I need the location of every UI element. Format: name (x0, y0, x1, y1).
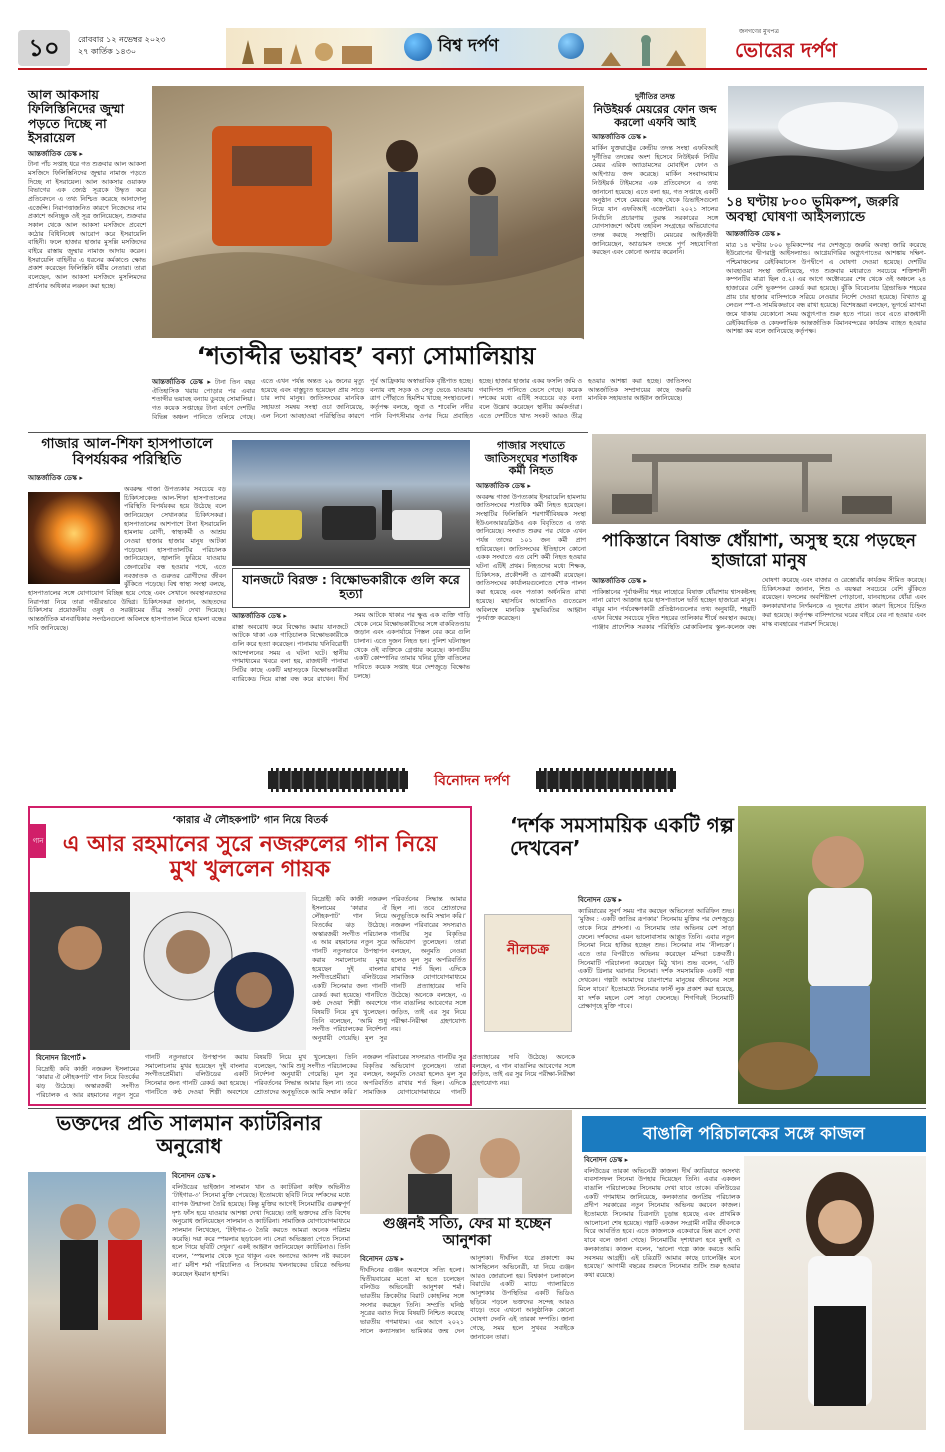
traffic-headline-box (232, 568, 470, 608)
date-line-1: রোববার ১২ নভেম্বর ২০২৩ (78, 35, 166, 44)
article-dept: বিনোদন ডেস্ক ▸ (584, 1156, 629, 1164)
article-headline: ১৪ ঘণ্টায় ৮০০ ভূমিকম্প, জরুরি অবস্থা ঘোষণা আইসল্যান্ডে (726, 195, 899, 225)
film-strip-left (268, 768, 408, 792)
article-body: মাত্র ১৪ ঘণ্টায় ৮০০ ভূমিকম্পের পর দেশজুড়ে জরুরি অবস্থা জারি করেছে ইউরোপের দ্বীপরাষ্ট্র আইসল্যান্ড। আগ্নেয়গিরির অগ্ন্যুৎপাতের আশঙ্কায় দক্ষিণ-পশ্চিমাঞ্চলের রেইকিয়ানেস উপদ্বীপে এ ঘোষণা দেওয়া হয়েছে। দেশটির আবহাওয়া সংস্থা জানিয়েছে, গত শুক্রবার মধ্যরাতে সবচেয়ে শক্তিশালী কম্পনটির মাত্রা ছিল ৫.২। এর আগে অক্টোবরের শেষ থেকে ওই অঞ্চলে ২৪ হাজারের বেশি ভূকম্পন রেকর্ড করা হয়েছে। ঝুঁকি বিবেচনায় গ্রিন্ডাভিক শহরের প্রায় চার হাজার বাসিন্দাকে সরিয়ে নেওয়ার নির্দেশ দেওয়া হয়েছে। বিখ্যাত ব্লু লেগুন স্পা-ও সাময়িকভাবে বন্ধ রাখা হয়েছে। বিশেষজ্ঞরা বলছেন, ভূগর্ভে ম্যাগমা জমে থাকায় যেকোনো সময় অগ্ন্যুৎপাত শুরু হতে পারে। তবে এতে রাজধানী রেইকিয়াভিক ও কেফলাভিক আন্তর্জাতিক বিমানবন্দরের কার্যক্রম ব্যাহত হওয়ার আশঙ্কা কম বলে জানিয়েছে কর্তৃপক্ষ। (726, 241, 926, 336)
article-body: পাকিস্তানের পূর্বাঞ্চলীয় শহর লাহোরে বিষাক্ত ধোঁয়াশায় শ্বাসকষ্টসহ নানা রোগে আক্রান্ত হয়ে হাসপাতালে ভর্তি হচ্ছেন হাজারো মানুষ। বায়ুর মান পর্যবেক্ষণকারী প্রতিষ্ঠানগুলোর তথ্য অনুযায়ী, শহরটি এখন বিশ্বের সবচেয়ে দূষিত শহরের তালিকার শীর্ষে অবস্থান করছে। পাঞ্জাব প্রাদেশিক সরকার পরিস্থিতি মোকাবিলায় স্কুল-কলেজ বন্ধ ঘোষণা করেছে এবং বাজার ও রেস্তোরাঁর কার্যক্রম সীমিত করেছে। চিকিৎসকরা জানান, শিশু ও বয়স্করা সবচেয়ে বেশি ঝুঁকিতে রয়েছেন। ফসলের অবশিষ্টাংশ পোড়ানো, যানবাহনের ধোঁয়া এবং কলকারখানার নির্গমনকে এ দূষণের প্রধান কারণ হিসেবে চিহ্নিত করা হয়েছে। কর্তৃপক্ষ বাসিন্দাদের ঘরের বাইরে বের না হওয়ার এবং মাস্ক ব্যবহারের পরামর্শ দিয়েছে। (592, 577, 926, 631)
film-strip-right (536, 768, 676, 792)
article-dept: বিনোদন ডেস্ক ▸ (578, 896, 623, 904)
article-headline: যানজটে বিরক্ত : বিক্ষোভকারীকে গুলি করে হত্যা (242, 572, 460, 602)
article-body: অবরুদ্ধ গাজা উপত্যকার সবচেয়ে বড় চিকিৎসাকেন্দ্র আল-শিফা হাসপাতালের পরিস্থিতি বিপর্যয়কর হয়ে উঠেছে বলে জানিয়েছেন সেখানকার চিকিৎসকরা। হাসপাতালের আশপাশে টানা ইসরায়েলি হামলায় রোগী, স্বাস্থ্যকর্মী ও আশ্রয় নেওয়া হাজার হাজার মানুষ আটকা পড়েছেন। হাসপাতালটির পরিচালক জানিয়েছেন, জ্বালানি ফুরিয়ে যাওয়ায় জেনারেটর বন্ধ হওয়ার পথে, এতে নবজাতক ও গুরুতর রোগীদের জীবন ঝুঁকিতে পড়েছে। বিশ্ব স্বাস্থ্য সংস্থা বলছে, হাসপাতালের সঙ্গে যোগাযোগ বিচ্ছিন্ন হয়ে গেছে এবং সেখানে অবস্থানরতদের নিরাপত্তা নিয়ে তারা গভীরভাবে উদ্বিগ্ন। চিকিৎসকরা জানান, আহতদের চিকিৎসায় প্রয়োজনীয় ওষুধ ও সরঞ্জামের তীব্র সংকট দেখা দিয়েছে। আন্তর্জাতিক মানবাধিকার সংগঠনগুলো অবিলম্বে হাসপাতাল ঘিরে হামলা বন্ধের দাবি জানিয়েছে। (28, 485, 226, 632)
article-body: টানা তিন বছর ঐতিহাসিক খরায় পোড়ার পর এবার শতাব্দীর ভয়াবহ বন্যায় ডুবছে সোমালিয়া। গত কয়েক সপ্তাহের টানা বর্ষণে দেশটির বিভিন্ন অঞ্চল পানিতে তলিয়ে গেছে। এতে এখন পর্যন্ত অন্তত ২৯ জনের মৃত্যু হয়েছে এবং বাস্তুচ্যুত হয়েছেন প্রায় সাড়ে চার লাখ মানুষ। জাতিসংঘের মানবিক সহায়তা সমন্বয় সংস্থা ওচা জানিয়েছে, এল নিনো আবহাওয়া পরিস্থিতির কারণে পূর্ব আফ্রিকায় অস্বাভাবিক বৃষ্টিপাত হচ্ছে। বন্যায় বহু সড়ক ও সেতু ভেঙে যাওয়ায় ত্রাণ পৌঁছাতে হিমশিম খাচ্ছে সংস্থাগুলো। কর্তৃপক্ষ বলছে, জুবা ও শাবেলি নদীর পানি বিপৎসীমার ওপর দিয়ে প্রবাহিত হচ্ছে। হাজার হাজার একর ফসলি জমি ও গবাদিপশু পানিতে ভেসে গেছে। কয়েক দশকের মধ্যে এটিই সবচেয়ে বড় বন্যা বলে উল্লেখ করেছেন স্থানীয় কর্মকর্তারা। এতে দেশটিতে খাদ্য সংকট আরও তীব্র হওয়ার আশঙ্কা করা হচ্ছে। জাতিসংঘ আন্তর্জাতিক সম্প্রদায়ের কাছে জরুরি মানবিক সহায়তার আহ্বান জানিয়েছে। (152, 378, 691, 421)
article-body-continued: বিদ্রোহী কবি কাজী নজরুল ইসলামের ‘কারার ঐ লৌহকপাট’ গান নিয়ে বিতর্কের ঝড় উঠেছে। অস্কারজয়ী সংগীত পরিচালক এ আর রহমানের নতুন সুরে গানটি নতুনভাবে উপস্থাপন করায় সমালোচনায় মুখর হয়েছেন দুই বাংলার সংগীতপ্রেমীরা। বলিউডের একটি সিনেমার জন্য গানটি রেকর্ড করা হয়েছে। গানটিতে কণ্ঠ দেওয়া শিল্পী অবশেষে বিষয়টি নিয়ে মুখ খুলেছেন। তিনি বলেছেন, ‘আমি শুধু সংগীত পরিচালকের নির্দেশনা অনুযায়ী গেয়েছি। মূল সুর পরিবর্তনের সিদ্ধান্ত আমার ছিল না। তবে শ্রোতাদের অনুভূতিকে আমি সম্মান করি।’ নজরুল পরিবারের সদস্যরাও গানটির সুর বিকৃতির অভিযোগ তুলেছেন। তারা বলছেন, অনুমতি নেওয়া হলেও মূল সুর অপরিবর্তিত রাখার শর্ত ছিল। এদিকে সামাজিক যোগাযোগমাধ্যমে গানটি প্রত্যাহারের দাবি উঠেছে। অনেকে বলছেন, এ গান বাঙালির আবেগের সঙ্গে জড়িত, তাই এর সুর নিয়ে পরীক্ষা-নিরীক্ষা গ্রহণযোগ্য নয়। (312, 896, 466, 1042)
article-headline: গুঞ্জনই সত্যি, ফের মা হচ্ছেন আনুশকা (382, 1216, 552, 1249)
divider (28, 1108, 926, 1109)
article-pakistan (592, 524, 926, 758)
article-fbi (592, 92, 718, 422)
article-dept: আন্তর্জাতিক ডেস্ক ▸ (476, 481, 531, 490)
entertainment-banner (28, 762, 926, 800)
article-body: অবরুদ্ধ গাজা উপত্যকায় ইসরায়েলি হামলায় জাতিসংঘের শতাধিক কর্মী নিহত হয়েছেন। সংস্থাটির ফিলিস্তিনি শরণার্থীবিষয়ক সংস্থা ইউএনআরডব্লিউএ এক বিবৃতিতে এ তথ্য জানিয়েছে। সংঘাত শুরুর পর থেকে এখন পর্যন্ত তাদের ১০১ জন কর্মী প্রাণ হারিয়েছেন। জাতিসংঘের ইতিহাসে কোনো একক সংঘাতে এত বেশি কর্মী নিহত হওয়ার ঘটনা এটিই প্রথম। নিহতদের মধ্যে শিক্ষক, চিকিৎসক, প্রকৌশলী ও ত্রাণকর্মী রয়েছেন। জাতিসংঘের কার্যালয়গুলোতে শোক পালন করা হয়েছে এবং পতাকা অর্ধনমিত রাখা হয়েছে। মহাসচিব আন্তোনিও গুতেরেস অবিলম্বে মানবিক যুদ্ধবিরতির আহ্বান পুনর্ব্যক্ত করেছেন। (476, 493, 586, 623)
article-body-wrap (172, 1172, 350, 1432)
article-body-cont (312, 896, 466, 1048)
brand-tagline: জনগণের মুখপত্র (739, 28, 779, 35)
article-kajol (584, 1156, 740, 1432)
side-tag-text: গান (32, 837, 44, 845)
article-darshak (480, 806, 926, 1106)
article-shifa (28, 436, 226, 756)
article-body: দীর্ঘদিনের গুঞ্জন অবশেষে সত্যি হলো। দ্বিতীয়বারের মতো মা হতে চলেছেন বলিউড অভিনেত্রী আনুশকা শর্মা। ভারতীয় ক্রিকেটার বিরাট কোহলির সঙ্গে সংসার করছেন তিনি। সম্প্রতি ঘনিষ্ঠ সূত্রের বরাত দিয়ে বিষয়টি নিশ্চিত করেছে ভারতীয় গণমাধ্যম। এর আগে ২০২১ সালে কন্যাসন্তান ভামিকার জন্ম দেন আনুশকা। দীর্ঘদিন ধরে প্রকাশ্যে কম আসছিলেন অভিনেত্রী, যা নিয়ে গুঞ্জন আরও জোরালো হয়। বিশ্বকাপ চলাকালে বিরাটের একটি ম্যাচে গ্যালারিতে আনুশকার উপস্থিতির একটি ভিডিও ছড়িয়ে পড়লে ভক্তদের সন্দেহ আরও বাড়ে। তবে এখনো আনুষ্ঠানিক কোনো ঘোষণা দেননি এই তারকা দম্পতি। জানা গেছে, সময় হলে সুখবর সবাইকে জানাবেন তারা। (360, 1255, 574, 1341)
actor-photo (738, 806, 926, 1104)
side-tag (30, 824, 46, 858)
article-kicker: দুর্নীতির তদন্ত (635, 92, 675, 101)
article-headline: গাজার সংঘাতে জাতিসংঘের শতাধিক কর্মী নিহত (484, 439, 578, 478)
article-salman (28, 1112, 350, 1432)
article-dept: আন্তর্জাতিক ডেস্ক ▸ (232, 612, 287, 620)
article-dept: বিনোদন ডেস্ক ▸ (360, 1255, 405, 1264)
article-headline: এ আর রহমানের সুরে নজরুলের গান নিয়ে মুখ খুললেন গায়ক (62, 831, 438, 882)
kajol-headline-box (582, 1116, 926, 1152)
traffic-photo (232, 440, 470, 566)
article-body-wrap (36, 1054, 575, 1104)
landmark-icons (232, 38, 392, 64)
article-body: টানা পাঁচ সপ্তাহ ধরে গত শুক্রবার আল আকসা মসজিদে ফিলিস্তিনিদের জুম্মার নামাজ পড়তে দিচ্ছে না ইসরায়েল। আল আকসার ওয়াকফ বিভাগের এক জ্যেষ্ঠ সূত্রকে উদ্ধৃত করে প্রতিবেদনে এ তথ্য নিশ্চিত করেছে আনাদোলু এজেন্সি। নিরাপত্তাজনিত কারণে নিজেদের নাম প্রকাশে অনিচ্ছুক ওই সূত্র জানিয়েছেন, শুক্রবার সকাল থেকে আল আকসা মসজিদে প্রবেশে কঠোর বিধিনিষেধ আরোপ করে ইসরায়েলি বাহিনী। ফলে হাজার হাজার মুসল্লি মসজিদের বাইরে রাস্তায় জুম্মার নামাজ আদায় করেন। ইসরায়েলি বাহিনীর এ ধরনের কর্মকাণ্ডে ক্ষোভ প্রকাশ করেছেন ফিলিস্তিনি ধর্মীয় নেতারা। তারা বলেছেন, আল আকসা মসজিদে মুসলিমদের প্রার্থনার অধিকার লঙ্ঘন করা হচ্ছে। (28, 161, 146, 290)
article-headline: ভক্তদের প্রতি সালমান ক্যাটরিনার অনুরোধ (56, 1111, 322, 1158)
article-headline: পাকিস্তানে বিষাক্ত ধোঁয়াশা, অসুস্থ হয়ে পড়ছেন হাজারো মানুষ (602, 531, 916, 571)
article-body: বলিউডের তারকা অভিনেত্রী কাজল। দীর্ঘ ক্যারিয়ারে অসংখ্য ব্যবসাসফল সিনেমা উপহার দিয়েছেন তিনি। এবার একজন বাঙালি পরিচালকের সিনেমায় দেখা যাবে তাকে। বলিউডের একটি গণমাধ্যম জানিয়েছে, কলকাতার জনপ্রিয় পরিচালক প্রদীপ সরকারের নতুন সিনেমায় অভিনয় করবেন কাজল। ইতোমধ্যে সিনেমার চিত্রনাট্য চূড়ান্ত হয়েছে এবং প্রাথমিক আলোচনা শেষ হয়েছে। গল্পটি একজন সংগ্রামী নারীর জীবনকে ঘিরে আবর্তিত হবে। এতে কাজলকে একেবারে ভিন্ন রূপে দেখা যাবে বলে জানা গেছে। সিনেমাটির দৃশ্যধারণ হবে মুম্বাই ও কলকাতায়। কাজল বলেন, ‘ভালো গল্পে কাজ করতে আমি সবসময় আগ্রহী। এই চরিত্রটি আমার কাছে চ্যালেঞ্জিং মনে হয়েছে।’ আগামী বছরের শুরুতে সিনেমার শুটিং শুরু হওয়ার কথা রয়েছে। (584, 1167, 740, 1279)
article-traffic (232, 612, 470, 758)
anushka-photo (360, 1110, 572, 1214)
article-dept: আন্তর্জাতিক ডেস্ক ▸ (726, 229, 781, 238)
salman-katrina-photo (28, 1172, 166, 1434)
article-headline: ‘দর্শক সমসাময়িক একটি গল্প দেখবেন’ (510, 813, 734, 860)
article-body: মার্কিন যুক্তরাষ্ট্রের কেন্দ্রীয় তদন্ত সংস্থা এফবিআই দুর্নীতির তদন্তের অংশ হিসেবে নিউইয়র্ক সিটির মেয়র এরিক অ্যাডামসের মোবাইল ফোন ও আইপ্যাড জব্দ করেছে। মার্কিন সংবাদমাধ্যম নিউইয়র্ক টাইমসের এক প্রতিবেদনে এ তথ্য জানানো হয়েছে। এতে বলা হয়, গত সপ্তাহে একটি অনুষ্ঠান শেষে মেয়রের কাছ থেকে ডিভাইসগুলো নিয়ে যান এফবিআই এজেন্টরা। ২০২১ সালের নির্বাচনি প্রচারণায় তুরস্ক সরকারের সঙ্গে যোগসাজশে অবৈধ তহবিল সংগ্রহের অভিযোগের তদন্ত করছে সংস্থাটি। মেয়রের আইনজীবী জানিয়েছেন, অ্যাডামস তদন্তে পূর্ণ সহযোগিতা করছেন এবং কোনো অন্যায় করেননি। (592, 145, 718, 257)
article-headline: গাজার আল-শিফা হাসপাতালে বিপর্যয়কর পরিস্থিতি (41, 436, 213, 469)
article-dept: আন্তর্জাতিক ডেস্ক ▸ (592, 577, 647, 586)
article-al-aqsa (28, 88, 146, 368)
divider (28, 432, 588, 433)
entertainment-title: বিনোদন দর্পণ (412, 768, 532, 794)
flood-photo (152, 86, 584, 340)
article-dept: আন্তর্জাতিক ডেস্ক ▸ (152, 378, 211, 386)
article-headline: বাঙালি পরিচালকের সঙ্গে কাজল (643, 1124, 865, 1144)
globe-icon-2 (558, 33, 584, 59)
page-number-text: ১০ (28, 34, 60, 62)
article-dept: বিনোদন ডেস্ক ▸ (172, 1172, 217, 1180)
article-iceland (726, 196, 926, 432)
article-body-wrap (578, 896, 734, 1102)
date-block (78, 34, 208, 66)
pakistan-photo (592, 434, 926, 524)
article-body: ক্যারিয়ারের সুবর্ণ সময় পার করছেন অভিনেতা আরিফিন শুভ। ‘মুজিব : একটি জাতির রূপকার’ সিনেমায় মুক্তির পর দেশজুড়ে তাকে নিয়ে প্রশংসা। এ সিনেমায় তার অভিনয় বেশ সাড়া ফেলে। দর্শকদের এমন ভালোবাসায় আপ্লুত তিনি। এবার নতুন সিনেমা নিয়ে হাজির হচ্ছেন শুভ। সিনেমার নাম ‘নীলচক্র’। এতে তার বিপরীতে অভিনয় করেছেন মন্দিরা চক্রবর্তী। সিনেমাটি পরিচালনা করেছেন মিঠু খান। শুভ বলেন, ‘এটি একটি থ্রিলার ঘরানার সিনেমা। দর্শক সমসাময়িক একটি গল্প দেখবেন। গল্পটা আমাদের চারপাশের মানুষের জীবনের সঙ্গে মিলে যাবে।’ ইতোমধ্যে সিনেমার ফার্স্ট লুক প্রকাশ করা হয়েছে, যা দর্শক মহলে বেশ সাড়া ফেলেছে। শিগগিরই সিনেমাটি প্রেক্ষাগৃহে মুক্তি পাবে। (578, 907, 734, 1011)
article-dept: আন্তর্জাতিক ডেস্ক ▸ (592, 133, 647, 142)
iceland-photo (728, 86, 924, 190)
article-dept: বিনোদন রিপোর্ট ▸ (36, 1054, 87, 1062)
masthead-band (226, 28, 706, 68)
article-un (476, 440, 586, 758)
article-dept: আন্তর্জাতিক ডেস্ক ▸ (28, 474, 83, 483)
page-number (18, 30, 70, 66)
brand-name: ভোরের দর্পণ (735, 38, 837, 63)
singers-collage (30, 892, 306, 1050)
article-body: বিদ্রোহী কবি কাজী নজরুল ইসলামের ‘কারার ঐ লৌহকপাট’ গান নিয়ে বিতর্কের ঝড় উঠেছে। অস্কারজয়ী সংগীত পরিচালক এ আর রহমানের নতুন সুরে গানটি নতুনভাবে উপস্থাপন করায় সমালোচনায় মুখর হয়েছেন দুই বাংলার সংগীতপ্রেমীরা। বলিউডের একটি সিনেমার জন্য গানটি রেকর্ড করা হয়েছে। গানটিতে কণ্ঠ দেওয়া শিল্পী অবশেষে বিষয়টি নিয়ে মুখ খুলেছেন। তিনি বলেছেন, ‘আমি শুধু সংগীত পরিচালকের নির্দেশনা অনুযায়ী গেয়েছি। মূল সুর পরিবর্তনের সিদ্ধান্ত আমার ছিল না। তবে শ্রোতাদের অনুভূতিকে আমি সম্মান করি।’ নজরুল পরিবারের সদস্যরাও গানটির সুর বিকৃতির অভিযোগ তুলেছেন। তারা বলছেন, অনুমতি নেওয়া হলেও মূল সুর অপরিবর্তিত রাখার শর্ত ছিল। এদিকে সামাজিক যোগাযোগমাধ্যমে গানটি প্রত্যাহারের দাবি উঠেছে। অনেকে বলছেন, এ গান বাঙালির আবেগের সঙ্গে জড়িত, তাই এর সুর নিয়ে পরীক্ষা-নিরীক্ষা গ্রহণযোগ্য নয়। (36, 1054, 575, 1099)
article-anushka (360, 1216, 574, 1430)
section-title: বিশ্ব দর্পণ (438, 36, 499, 56)
movie-poster (484, 914, 572, 1032)
article-headline: নিউইয়র্ক মেয়রের ফোন জব্দ করলো এফবি আই (593, 103, 717, 129)
article-headline: আল আকসায় ফিলিস্তিনিদের জুম্মা পড়তে দিচ্ছে না ইসরায়েল (28, 87, 125, 146)
article-kicker: ‘কারার ঐ লৌহকপাট’ গান নিয়ে বিতর্ক (172, 815, 328, 826)
masthead (18, 28, 927, 70)
brand (723, 28, 927, 68)
flood-headline: ‘শতাব্দীর ভয়াবহ’ বন্যা সোমালিয়ায় (146, 338, 586, 374)
poster-title: নীলচক্র (506, 942, 550, 958)
kajol-photo (744, 1156, 926, 1430)
statue-icon (596, 32, 696, 66)
article-body: বলিউডের ভাইজান সালমান খান ও ক্যাটরিনা কাইফ অভিনীত ‘টাইগার-৩’ সিনেমা মুক্তি পেয়েছে। ইতোমধ্যে ছবিটি নিয়ে দর্শকদের মধ্যে ব্যাপক উন্মাদনা তৈরি হয়েছে। কিন্তু মুক্তির আগেই সিনেমাটির গুরুত্বপূর্ণ দৃশ্য ফাঁস হয়ে যাওয়ার আশঙ্কা দেখা দিয়েছে। তাই ভক্তদের প্রতি বিশেষ অনুরোধ জানিয়েছেন সালমান ও ক্যাটরিনা। সামাজিক যোগাযোগমাধ্যমে সালমান লিখেছেন, ‘টাইগার-৩ তৈরি করতে আমরা অনেক পরিশ্রম করেছি। দয়া করে স্পয়লার ছড়াবেন না। সেরা অভিজ্ঞতা পেতে সিনেমা হলে গিয়ে ছবিটি দেখুন।’ একই আহ্বান জানিয়েছেন ক্যাটরিনাও। তিনি বলেন, ‘স্পয়লার থেকে দূরে থাকুন এবং অন্যদের আনন্দ নষ্ট করবেন না।’ মনীশ শর্মা পরিচালিত এ সিনেমায় খলনায়কের চরিত্রে অভিনয় করেছেন ইমরান হাশমি। (172, 1183, 350, 1278)
article-flood (152, 378, 691, 430)
article-dept: আন্তর্জাতিক ডেস্ক ▸ (28, 149, 83, 158)
shifa-photo (28, 492, 120, 584)
article-body: রাস্তা অবরোধ করে বিক্ষোভ করায় যানজটে আটকে থাকা এক গাড়িচালক বিক্ষোভকারীকে গুলি করে হত্যা করেছেন। পানামায় খনিবিরোধী আন্দোলনের সময় এ ঘটনা ঘটে। স্থানীয় গণমাধ্যমের খবরে বলা হয়, রাজধানী পানামা সিটির কাছে একটি মহাসড়কে বিক্ষোভকারীরা ব্যারিকেড দিয়ে রাস্তা বন্ধ করে রাখেন। দীর্ঘ সময় আটকে থাকার পর ক্ষুব্ধ এক ব্যক্তি গাড়ি থেকে নেমে বিক্ষোভকারীদের সঙ্গে বাকবিতণ্ডায় জড়ান এবং একপর্যায়ে পিস্তল বের করে গুলি চালান। এতে দুজন নিহত হন। পুলিশ ঘটনাস্থল থেকে ওই ব্যক্তিকে গ্রেপ্তার করেছে। কানাডীয় একটি কোম্পানির তামার খনির চুক্তি বাতিলের দাবিতে কয়েক সপ্তাহ ধরে দেশজুড়ে বিক্ষোভ চলছে। (232, 612, 470, 683)
globe-icon (404, 33, 432, 61)
date-line-2: ২৭ কার্তিক ১৪৩০ (78, 47, 137, 56)
